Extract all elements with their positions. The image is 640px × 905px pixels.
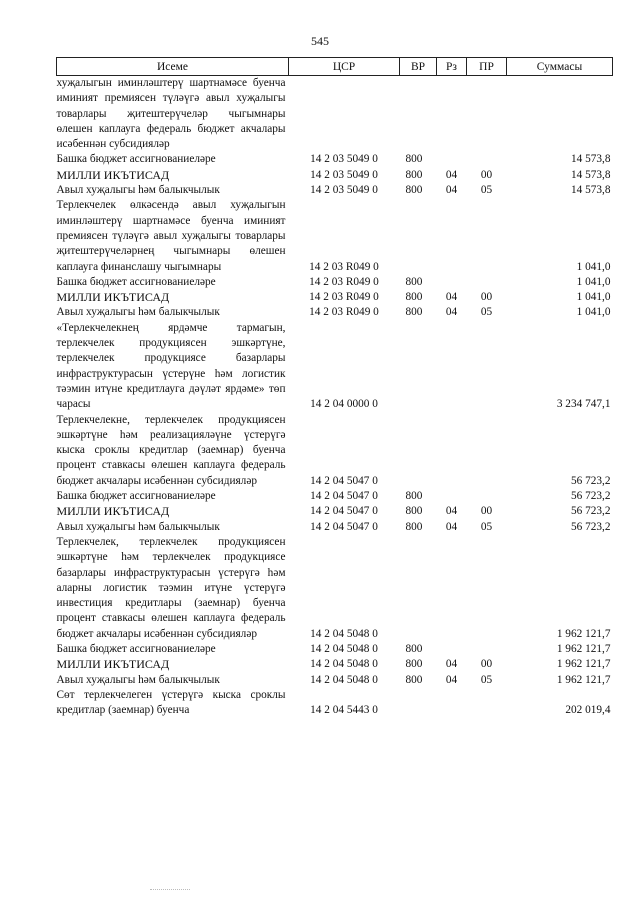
cell-sum: 3 234 747,1 (556, 398, 611, 411)
cell-rz (437, 76, 467, 153)
cell-vr: 800 (405, 642, 423, 655)
header-sum: Суммасы (507, 58, 613, 76)
cell-pr: 00 (480, 658, 493, 671)
cell-vr: 800 (405, 275, 423, 288)
cell-vr (400, 76, 437, 153)
cell-name: Терлекчелек, терлекчелек продукциясен эшкәртүне һәм терлекчелек продукциясе базарлары инфраструктурасын үстерүгә һәм аларны логистик тәэмин итүне үстерүгә инвестиция кредитлары (заемнар) буенча процент ставкасы өлешен каплауга федераль бюджет акчалары исәбеннән субсидияләр (56, 535, 286, 640)
cell-name: Терлекчелек өлкәсендә авыл хуҗалыгын иминләштерү шартнамәсе буенча иминият премиясен түләүгә авыл хуҗалыгы товарлары җитештерүчеләрнең чыгымнары өлешен каплауга финанслашу чыгымнары (56, 199, 286, 273)
cell-rz (437, 198, 467, 274)
cell-sum: 56 723,2 (570, 490, 611, 503)
cell-vr (400, 321, 437, 413)
cell-vr: 800 (405, 490, 423, 503)
cell-csr (289, 76, 400, 153)
cell-pr: 00 (480, 505, 493, 518)
cell-name: Авыл хуҗалыгы һәм балыкчылык (56, 184, 220, 197)
cell-pr: 00 (480, 168, 493, 181)
cell-pr (467, 76, 507, 153)
cell-rz: 04 (445, 291, 458, 304)
cell-csr: 14 2 04 5047 0 (310, 490, 378, 503)
budget-table (56, 57, 613, 718)
table-row (57, 321, 613, 413)
cell-rz: 04 (445, 184, 458, 197)
cell-sum: 202 019,4 (565, 704, 611, 717)
cell-pr (467, 489, 507, 504)
table-row (57, 688, 613, 719)
table-row (57, 673, 613, 688)
cell-csr: 14 2 03 5049 0 (310, 153, 378, 166)
cell-pr (467, 198, 507, 274)
cell-vr: 800 (405, 306, 423, 319)
cell-rz: 04 (445, 306, 458, 319)
cell-sum: 1 962 121,7 (556, 627, 611, 640)
cell-sum: 14 573,8 (570, 184, 611, 197)
cell-name: хуҗалыгын иминләштерү шартнамәсе буенча иминият премиясен түләүгә авыл хуҗалыгы товарлары җитештерүчеләр чыгымнары өлешен каплауга федераль бюджет акчалары исәбеннән субсидияләр (56, 77, 286, 151)
cell-csr: 14 2 04 5048 0 (310, 673, 378, 686)
cell-csr: 14 2 04 5048 0 (310, 627, 378, 640)
cell-vr: 800 (405, 168, 423, 181)
cell-pr: 00 (480, 291, 493, 304)
cell-sum: 1 041,0 (576, 291, 611, 304)
cell-sum: 56 723,2 (570, 474, 611, 487)
cell-rz (437, 642, 467, 657)
cell-name: МИЛЛИ ИКЪТИСАД (56, 167, 170, 182)
cell-csr: 14 2 04 5048 0 (310, 642, 378, 655)
cell-rz (437, 321, 467, 413)
cell-sum: 56 723,2 (570, 505, 611, 518)
table-row (57, 413, 613, 489)
table-header (57, 58, 613, 76)
cell-vr (400, 413, 437, 489)
table-row (57, 168, 613, 183)
cell-csr: 14 2 03 R049 0 (309, 291, 379, 304)
cell-name: Сөт терлекчелеген үстерүгә кыска сроклы кредитлар (заемнар) буенча (56, 688, 286, 717)
cell-name: Башка бюджет ассигнованиеләре (56, 642, 216, 655)
header-rz: Рз (437, 58, 467, 76)
cell-name: Башка бюджет ассигнованиеләре (56, 153, 216, 166)
cell-vr: 800 (405, 153, 423, 166)
cell-vr: 800 (405, 291, 423, 304)
cell-csr: 14 2 04 5047 0 (310, 520, 378, 533)
header-vr: ВР (400, 58, 437, 76)
cell-name: «Терлекчелекнең ярдәмче тармагын, терлекчелек продукциясен эшкәртүне, терлекчелек продукциясе базарлары инфраструктурасын үстерүне һәм логистик тәэмин итүне кредитлауга дәүләт ярдәме» төп чарасы (56, 321, 286, 411)
cell-pr: 05 (480, 673, 493, 686)
cell-csr: 14 2 04 0000 0 (310, 398, 378, 411)
cell-sum: 1 041,0 (576, 260, 611, 273)
table-row (57, 290, 613, 305)
cell-name: Авыл хуҗалыгы һәм балыкчылык (56, 306, 220, 319)
cell-pr: 05 (480, 184, 493, 197)
cell-rz (437, 152, 467, 167)
cell-csr: 14 2 04 5443 0 (310, 704, 378, 717)
cell-pr: 05 (480, 520, 493, 533)
table-row (57, 535, 613, 642)
cell-vr: 800 (405, 505, 423, 518)
table-row (57, 76, 613, 153)
cell-csr: 14 2 03 R049 0 (309, 260, 379, 273)
cell-pr (467, 413, 507, 489)
table-row (57, 183, 613, 198)
table-row (57, 198, 613, 274)
page-footer-mark (150, 889, 190, 890)
cell-vr: 800 (405, 673, 423, 686)
cell-vr: 800 (405, 658, 423, 671)
cell-sum: 1 962 121,7 (556, 642, 611, 655)
cell-pr (467, 321, 507, 413)
table-row (57, 642, 613, 657)
cell-csr: 14 2 03 R049 0 (309, 275, 379, 288)
cell-rz: 04 (445, 673, 458, 686)
cell-pr (467, 152, 507, 167)
cell-sum: 1 962 121,7 (556, 658, 611, 671)
cell-name: Башка бюджет ассигнованиеләре (56, 275, 216, 288)
cell-sum: 1 041,0 (576, 306, 611, 319)
cell-name: Терлекчелекне, терлекчелек продукциясен эшкәртүне һәм реализацияләүне үстерүгә кыска сроклы кредитлар (заемнар) буенча процент ставкасы өлешен каплауга федераль бюджет акчалары исәбеннән субсидияләр (56, 413, 286, 487)
cell-vr (400, 535, 437, 642)
cell-rz (437, 275, 467, 290)
cell-pr (467, 275, 507, 290)
cell-sum: 14 573,8 (570, 153, 611, 166)
cell-sum (507, 76, 613, 153)
cell-name: МИЛЛИ ИКЪТИСАД (56, 290, 170, 305)
cell-rz (437, 489, 467, 504)
header-pr: ПР (467, 58, 507, 76)
cell-rz (437, 688, 467, 719)
cell-name: МИЛЛИ ИКЪТИСАД (56, 504, 170, 519)
header-csr: ЦСР (289, 58, 400, 76)
cell-name: МИЛЛИ ИКЪТИСАД (56, 657, 170, 672)
header-name: Исеме (57, 58, 289, 76)
table-row (57, 152, 613, 167)
cell-vr: 800 (405, 184, 423, 197)
cell-rz: 04 (445, 658, 458, 671)
cell-name: Авыл хуҗалыгы һәм балыкчылык (56, 520, 220, 533)
cell-csr: 14 2 03 5049 0 (310, 184, 378, 197)
cell-csr: 14 2 04 5047 0 (310, 474, 378, 487)
cell-rz: 04 (445, 520, 458, 533)
table-row (57, 489, 613, 504)
cell-rz (437, 535, 467, 642)
cell-csr: 14 2 03 R049 0 (309, 306, 379, 319)
cell-vr (400, 198, 437, 274)
cell-csr: 14 2 03 5049 0 (310, 168, 378, 181)
cell-name: Башка бюджет ассигнованиеләре (56, 490, 216, 503)
cell-csr: 14 2 04 5047 0 (310, 505, 378, 518)
cell-vr: 800 (405, 520, 423, 533)
table-row (57, 504, 613, 519)
table-row (57, 305, 613, 320)
cell-sum: 14 573,8 (570, 168, 611, 181)
cell-sum: 56 723,2 (570, 520, 611, 533)
cell-rz: 04 (445, 505, 458, 518)
table-row (57, 657, 613, 672)
cell-sum: 1 962 121,7 (556, 673, 611, 686)
cell-pr (467, 535, 507, 642)
cell-pr: 05 (480, 306, 493, 319)
table-body (57, 76, 613, 719)
cell-csr: 14 2 04 5048 0 (310, 658, 378, 671)
cell-vr (400, 688, 437, 719)
page-number: 545 (311, 34, 329, 48)
table-row (57, 520, 613, 535)
table-row (57, 275, 613, 290)
cell-pr (467, 642, 507, 657)
cell-name: Авыл хуҗалыгы һәм балыкчылык (56, 673, 220, 686)
cell-rz (437, 413, 467, 489)
cell-rz: 04 (445, 168, 458, 181)
cell-pr (467, 688, 507, 719)
cell-sum: 1 041,0 (576, 275, 611, 288)
